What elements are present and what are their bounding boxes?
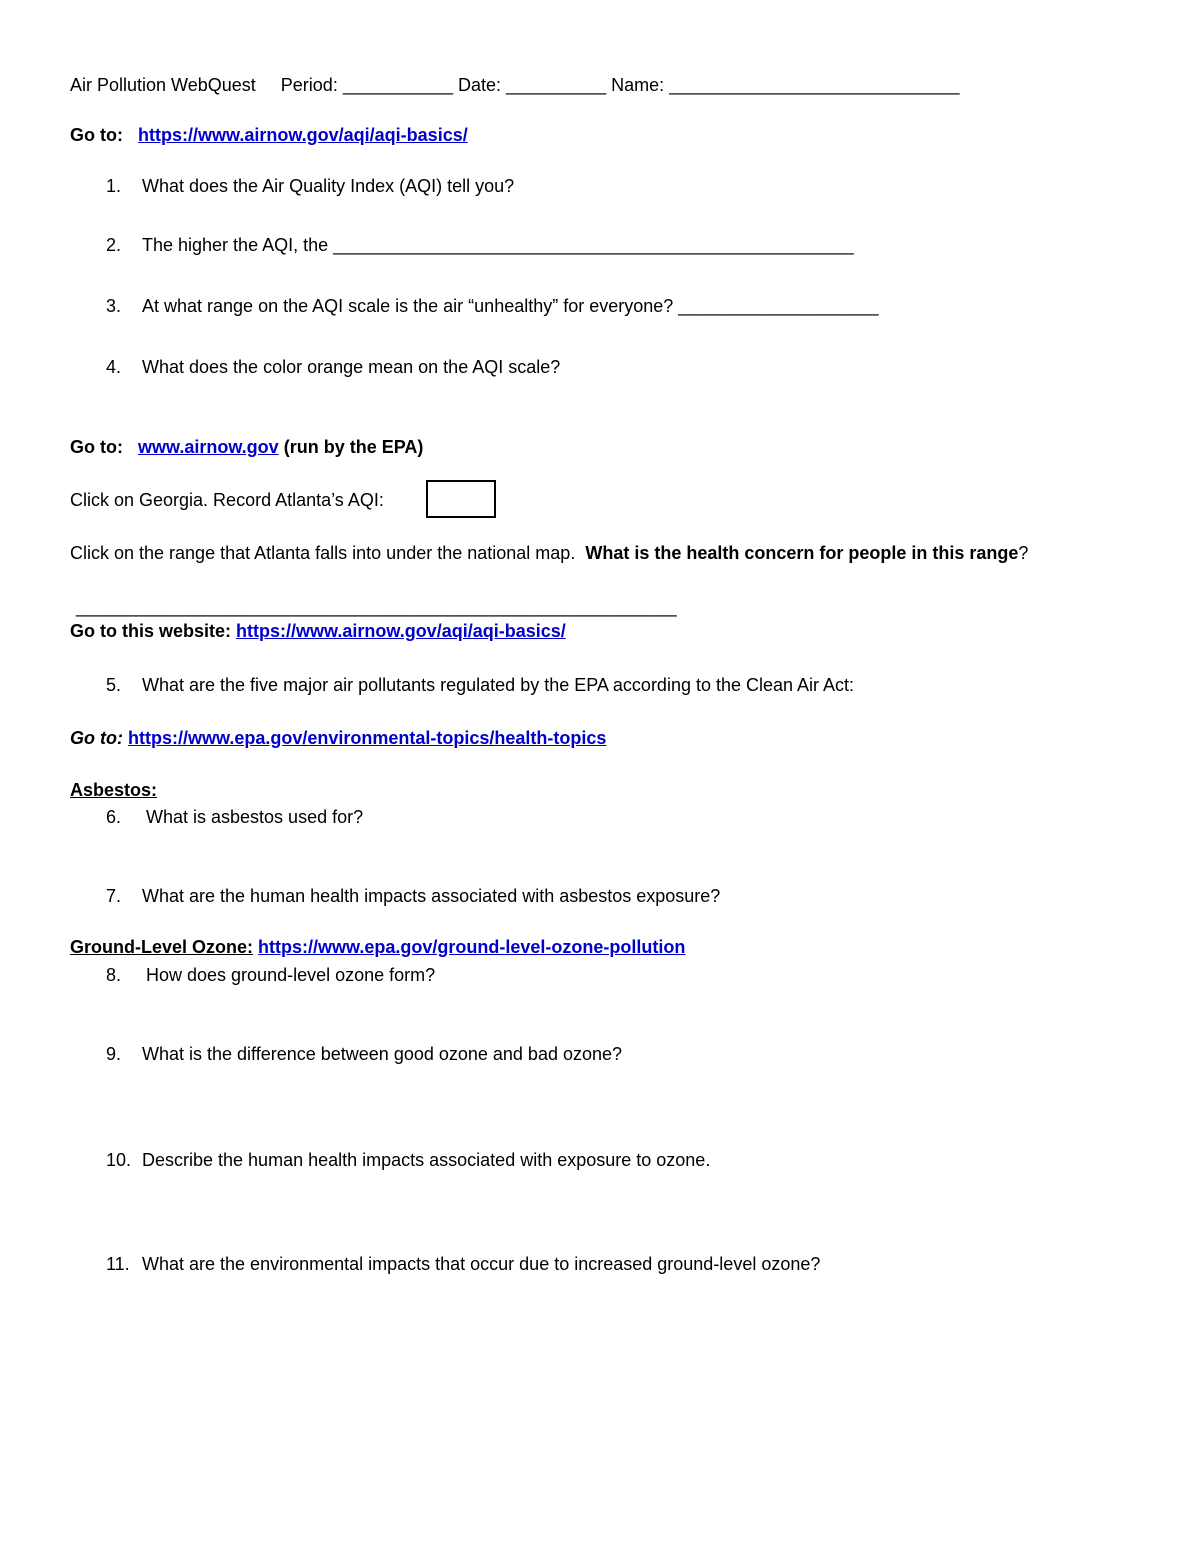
question-3	[106, 295, 879, 317]
question-text: Describe the human health impacts associated with exposure to ozone.	[142, 1150, 711, 1170]
question-5	[106, 674, 854, 696]
period-label: Period:	[280, 75, 338, 95]
airnow-link[interactable]: www.airnow.gov	[138, 437, 279, 457]
question-text: What is the difference between good ozone and bad ozone?	[142, 1044, 623, 1064]
date-label: Date:	[457, 75, 502, 95]
asbestos-heading: Asbestos:	[70, 780, 158, 800]
question-text: What are the five major air pollutants regulated by the EPA according to the Clean Air Act:	[142, 675, 855, 695]
question-1	[106, 175, 514, 197]
date-blank[interactable]: __________	[506, 75, 607, 95]
question-number: 3.	[106, 296, 122, 316]
name-label: Name:	[611, 75, 665, 95]
name-blank[interactable]: _____________________________	[669, 75, 960, 95]
question-10	[106, 1149, 710, 1171]
question-number: 10.	[106, 1150, 132, 1170]
question-text: What are the environmental impacts that occur due to increased ground-level ozone?	[142, 1254, 821, 1274]
question-text: What are the human health impacts associated with asbestos exposure?	[142, 886, 721, 906]
question-number: 6.	[106, 807, 122, 827]
worksheet-header	[70, 74, 960, 96]
question-text: What does the Air Quality Index (AQI) tell you?	[142, 176, 515, 196]
section4-goto-label: Go to:	[70, 728, 123, 748]
health-answer-line[interactable]: ____________________________________________________________	[76, 597, 677, 617]
question-number: 8.	[106, 965, 122, 985]
ozone-link[interactable]: https://www.epa.gov/ground-level-ozone-pollution	[258, 937, 686, 957]
question-text: How does ground-level ozone form?	[146, 965, 436, 985]
health-topics-link[interactable]: https://www.epa.gov/environmental-topics/health-topics	[128, 728, 607, 748]
section3-goto-label: Go to this website:	[70, 621, 232, 641]
aqi-basics-link[interactable]: https://www.airnow.gov/aqi/aqi-basics/	[138, 125, 468, 145]
question-8	[106, 964, 435, 986]
health-concern-question-mark: ?	[1018, 543, 1029, 563]
aqi-answer-box[interactable]	[426, 480, 496, 518]
question-2	[106, 234, 854, 256]
worksheet-title: Air Pollution WebQuest	[70, 75, 256, 95]
range-instruction	[70, 542, 1028, 564]
question-number: 11.	[106, 1254, 130, 1274]
question-11	[106, 1253, 820, 1275]
section2-goto	[70, 436, 423, 458]
section3-goto	[70, 620, 566, 642]
question-9	[106, 1043, 622, 1065]
section2-goto-label: Go to:	[70, 437, 123, 457]
epa-note: (run by the EPA)	[283, 437, 424, 457]
question-number: 1.	[106, 176, 122, 196]
question-7	[106, 885, 720, 907]
question-number: 4.	[106, 357, 122, 377]
question-text: What is asbestos used for?	[146, 807, 364, 827]
question-4	[106, 356, 560, 378]
question-number: 5.	[106, 675, 122, 695]
question-text: The higher the AQI, the ____________________________________________________	[142, 235, 854, 255]
ozone-heading: Ground-Level Ozone:	[70, 937, 254, 957]
range-instruction-text: Click on the range that Atlanta falls into under the national map.	[70, 543, 576, 563]
health-concern-question: What is the health concern for people in this range	[585, 543, 1019, 563]
question-text: At what range on the AQI scale is the air “unhealthy” for everyone? ____________________	[142, 296, 879, 316]
question-number: 2.	[106, 235, 122, 255]
question-number: 7.	[106, 886, 122, 906]
ozone-heading-row	[70, 936, 685, 958]
record-aqi-instruction: Click on Georgia. Record Atlanta’s AQI:	[70, 490, 384, 510]
question-6	[106, 806, 363, 828]
section1-goto	[70, 124, 468, 146]
question-number: 9.	[106, 1044, 122, 1064]
question-text: What does the color orange mean on the AQI scale?	[142, 357, 561, 377]
section1-goto-label: Go to:	[70, 125, 123, 145]
period-blank[interactable]: ___________	[342, 75, 453, 95]
aqi-basics-link-2[interactable]: https://www.airnow.gov/aqi/aqi-basics/	[236, 621, 566, 641]
section4-goto	[70, 727, 606, 749]
